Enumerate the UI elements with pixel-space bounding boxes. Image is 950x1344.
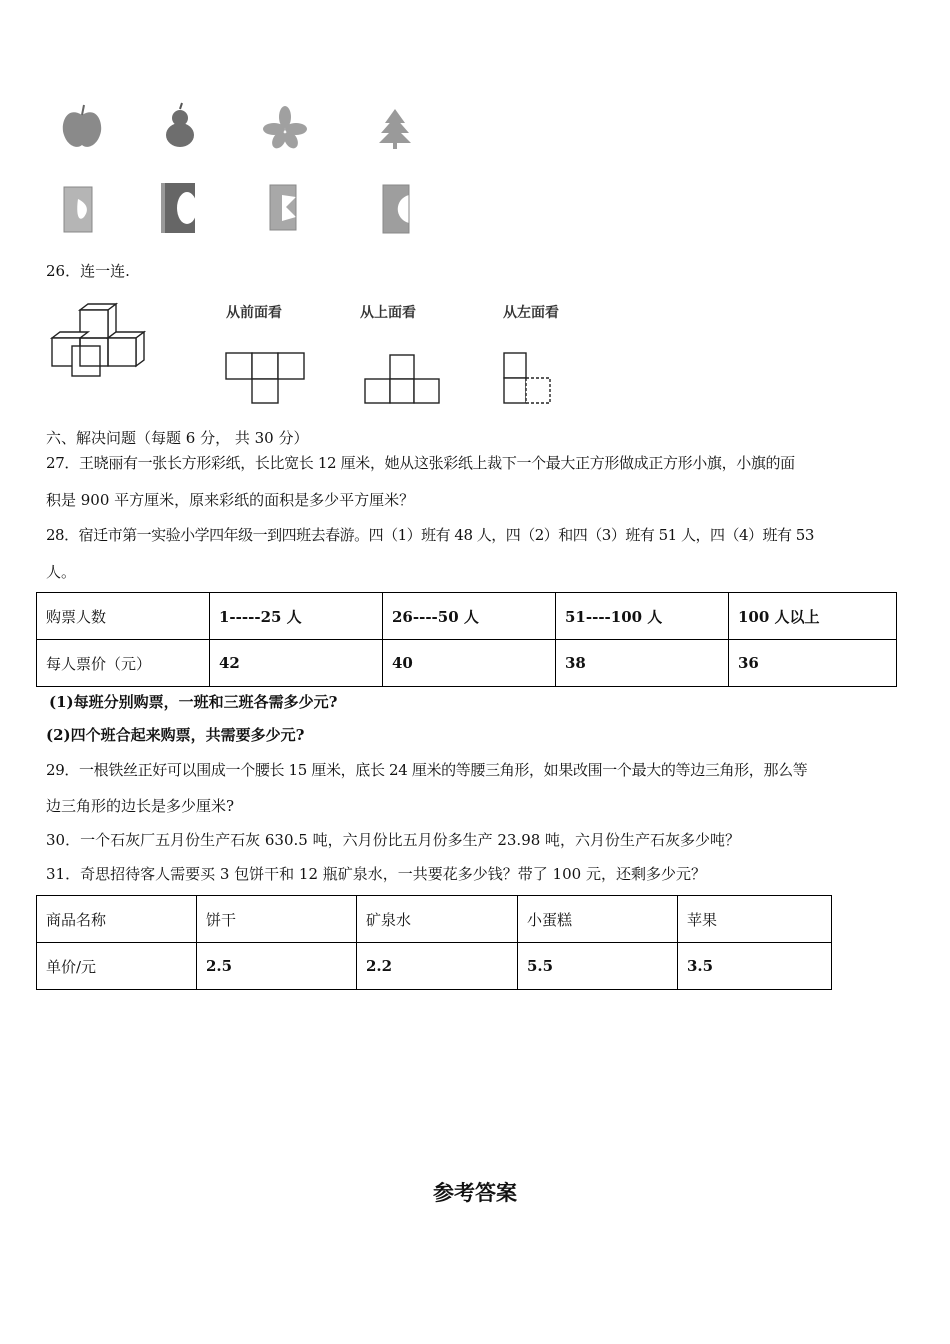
q28-line-2: 人。 — [46, 563, 77, 581]
table-cell: 2.5 — [197, 943, 357, 990]
cube-stack-figure — [50, 300, 160, 382]
gourd-icon — [166, 103, 194, 147]
table-cell: 38 — [556, 640, 729, 687]
apple-icon — [63, 105, 101, 147]
table-cell: 36 — [729, 640, 897, 687]
table-row — [37, 640, 897, 687]
table-cell: 100 人以上 — [729, 593, 897, 640]
inverted-t-view — [365, 355, 439, 403]
q27-line-1: 27．王晓丽有一张长方形彩纸，长比宽长 12 厘米，她从这张彩纸上裁下一个最大正方形做成正方形小旗，小旗的面 — [46, 454, 795, 472]
table-cell: 42 — [210, 640, 383, 687]
q29-line-2: 边三角形的边长是多少厘米? — [46, 797, 235, 815]
cutout-block-1 — [64, 187, 92, 232]
q28-sub-2: (2)四个班合起来购票，共需要多少元? — [46, 726, 305, 744]
table-cell: 饼干 — [197, 896, 357, 943]
q28-sub-1: (1)每班分别购票，一班和三班各需多少元? — [49, 693, 338, 711]
l-shape-view — [504, 353, 550, 403]
tree-icon — [379, 109, 411, 149]
table-cell: 单价/元 — [37, 943, 197, 990]
view-figures — [220, 345, 560, 410]
answers-heading: 参考答案 — [433, 1181, 517, 1205]
table-cell: 商品名称 — [37, 896, 197, 943]
table-cell: 苹果 — [678, 896, 832, 943]
q31-line-1: 31．奇思招待客人需要买 3 包饼干和 12 瓶矿泉水，一共要花多少钱？带了 100 元，还剩多少元？ — [46, 865, 706, 883]
caption-left-view: 从左面看 — [503, 305, 559, 321]
q30-line-1: 30．一个石灰厂五月份生产石灰 630.5 吨，六月份比五月份多生产 23.98 吨，六月份生产石灰多少吨？ — [46, 831, 741, 849]
table-row — [37, 943, 832, 990]
goods-price-table — [36, 895, 832, 990]
table-cell: 购票人数 — [37, 593, 210, 640]
q26-label: 26．连一连. — [46, 262, 130, 280]
table-cell: 小蛋糕 — [518, 896, 678, 943]
table-cell: 26----50 人 — [383, 593, 556, 640]
table-row — [37, 593, 897, 640]
table-cell: 2.2 — [357, 943, 518, 990]
table-cell: 5.5 — [518, 943, 678, 990]
table-cell: 矿泉水 — [357, 896, 518, 943]
table-cell: 3.5 — [678, 943, 832, 990]
cutout-block-2 — [161, 183, 197, 233]
table-cell: 51----100 人 — [556, 593, 729, 640]
cutout-block-3 — [270, 185, 296, 230]
ticket-price-table — [36, 592, 897, 687]
table-cell: 每人票价（元） — [37, 640, 210, 687]
caption-top-view: 从上面看 — [360, 305, 416, 321]
cutout-block-4 — [383, 185, 409, 233]
q29-line-1: 29．一根铁丝正好可以围成一个腰长 15 厘米，底长 24 厘米的等腰三角形，如果改围一个最大的等边三角形，那么等 — [46, 761, 808, 779]
t-shape-view — [226, 353, 304, 403]
caption-front-view: 从前面看 — [226, 305, 282, 321]
q28-line-1: 28．宿迁市第一实验小学四年级一到四班去春游。四（1）班有 48 人，四（2）和四（3）班有 51 人，四（4）班有 53 — [46, 526, 814, 544]
section-6-title: 六、解决问题（每题 6 分， 共 30 分） — [46, 429, 309, 447]
table-row — [37, 896, 832, 943]
q27-line-2: 积是 900 平方厘米，原来彩纸的面积是多少平方厘米？ — [46, 491, 415, 509]
table-cell: 40 — [383, 640, 556, 687]
shape-pictures — [50, 95, 430, 245]
flower-icon — [263, 106, 307, 151]
table-cell: 1-----25 人 — [210, 593, 383, 640]
